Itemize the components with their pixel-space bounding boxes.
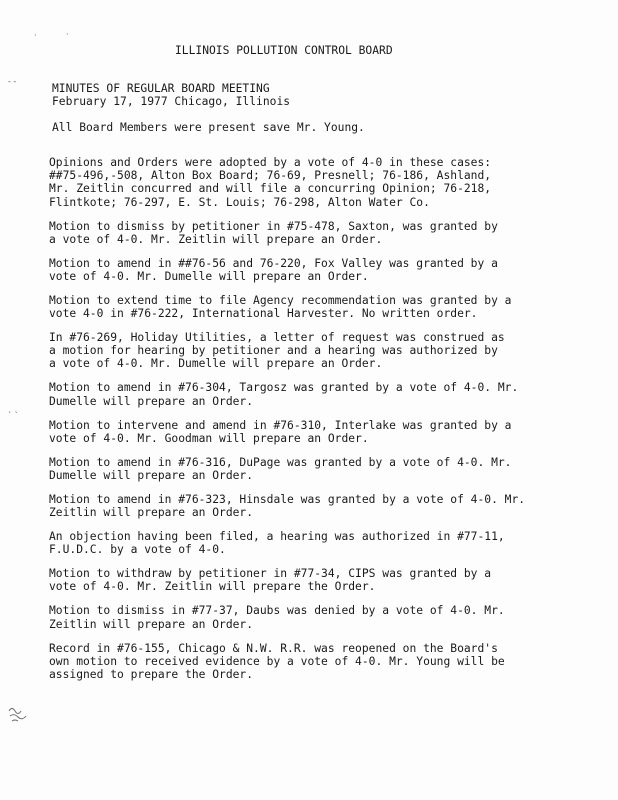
minutes-item-line: Motion to withdraw by petitioner in #77-34, CIPS was granted by a xyxy=(49,567,492,581)
minutes-item-line: Opinions and Orders were adopted by a vote of 4-0 in these cases: xyxy=(49,156,492,169)
minutes-item xyxy=(49,381,559,407)
minutes-item-line: Motion to amend in #76-316, DuPage was granted by a vote of 4-0. Mr. xyxy=(49,455,512,469)
minutes-item-line: a vote of 4-0. Mr. Dumelle will prepare an Order. xyxy=(49,357,383,371)
minutes-item-line: Zeitlin will prepare an Order. xyxy=(49,506,254,520)
minutes-item-line: Motion to amend in #76-323, Hinsdale was granted by a vote of 4-0. Mr. xyxy=(49,492,526,506)
minutes-item xyxy=(49,294,559,320)
scan-speck: - - xyxy=(8,77,17,86)
scan-speck: ` ` xyxy=(8,411,19,420)
minutes-item-line: An objection having been filed, a hearing was authorized in #77-11, xyxy=(49,530,505,544)
minutes-item-line: Motion to amend in ##76-56 and 76-220, Fox Valley was granted by a xyxy=(49,256,498,270)
handwritten-mark xyxy=(6,703,34,725)
minutes-item xyxy=(49,419,559,445)
minutes-item xyxy=(49,331,559,371)
minutes-item-line: vote of 4-0. Mr. Goodman will prepare an Order. xyxy=(49,431,369,445)
minutes-item-line: Motion to dismiss in #77-37, Daubs was denied by a vote of 4-0. Mr. xyxy=(49,604,505,618)
meeting-date-location: February 17, 1977 Chicago, Illinois xyxy=(52,95,291,108)
minutes-item-line: In #76-269, Holiday Utilities, a letter of request was construed as xyxy=(49,331,505,345)
minutes-item-line: Dumelle will prepare an Order. xyxy=(49,394,254,408)
scan-speck: · xyxy=(34,31,37,40)
minutes-item xyxy=(49,567,559,593)
minutes-item-line: vote of 4-0. Mr. Zeitlin will prepare the Order. xyxy=(49,580,376,594)
minutes-item-line: Motion to amend in #76-304, Targosz was granted by a vote of 4-0. Mr. xyxy=(49,381,519,395)
minutes-item-line: F.U.D.C. by a vote of 4-0. xyxy=(49,543,226,557)
minutes-item-line: Zeitlin will prepare an Order. xyxy=(49,617,254,631)
minutes-item-line: Record in #76-155, Chicago & N.W. R.R. was reopened on the Board's xyxy=(49,641,498,655)
minutes-item xyxy=(49,156,559,209)
minutes-item-line: a vote of 4-0. Mr. Zeitlin will prepare an Order. xyxy=(49,232,383,246)
minutes-item xyxy=(49,257,559,283)
minutes-item-line: Flintkote; 76-297, E. St. Louis; 76-298, Alton Water Co. xyxy=(49,195,430,209)
minutes-item-line: Motion to intervene and amend in #76-310, Interlake was granted by a xyxy=(49,418,512,432)
minutes-item xyxy=(49,530,559,556)
minutes-item-line: Dumelle will prepare an Order. xyxy=(49,468,254,482)
meeting-title: MINUTES OF REGULAR BOARD MEETING xyxy=(52,82,270,95)
minutes-item-line: a motion for hearing by petitioner and a hearing was authorized by xyxy=(49,344,498,358)
minutes-item xyxy=(49,642,559,682)
document-heading: ILLINOIS POLLUTION CONTROL BOARD xyxy=(175,44,393,57)
minutes-item-line: Motion to extend time to file Agency recommendation was granted by a xyxy=(49,293,512,307)
minutes-item-line: vote of 4-0. Mr. Dumelle will prepare an Order. xyxy=(49,269,369,283)
minutes-item-line: ##75-496,-508, Alton Box Board; 76-69, Presnell; 76-186, Ashland, xyxy=(49,169,492,183)
minutes-item xyxy=(49,456,559,482)
minutes-item-line: assigned to prepare the Order. xyxy=(49,668,254,681)
minutes-item-line: vote 4-0 in #76-222, International Harvester. No written order. xyxy=(49,307,478,321)
minutes-items xyxy=(49,156,559,692)
minutes-item-line: Motion to dismiss by petitioner in #75-478, Saxton, was granted by xyxy=(49,219,498,233)
minutes-item-line: own motion to received evidence by a vote of 4-0. Mr. Young will be xyxy=(49,654,505,668)
attendance-statement: All Board Members were present save Mr. Young. xyxy=(52,121,365,134)
scan-speck: · xyxy=(66,30,69,39)
minutes-item xyxy=(49,493,559,519)
minutes-item xyxy=(49,604,559,630)
minutes-item-line: Mr. Zeitlin concurred and will file a concurring Opinion; 76-218, xyxy=(49,182,492,196)
minutes-item xyxy=(49,220,559,246)
